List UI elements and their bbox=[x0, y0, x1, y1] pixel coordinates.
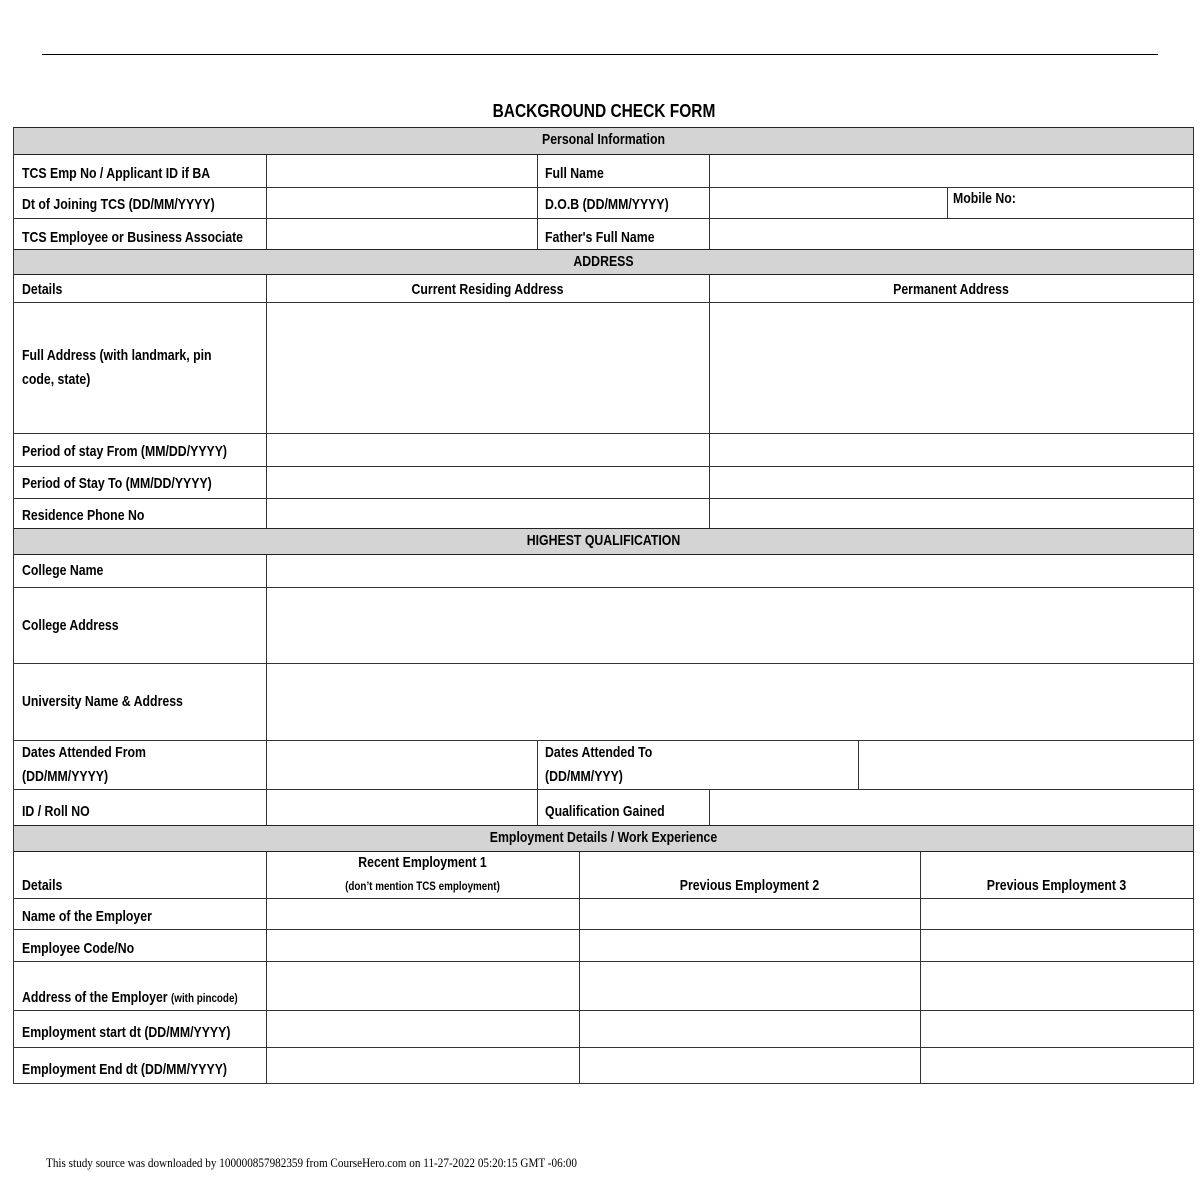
qualification-gained-label: Qualification Gained bbox=[545, 803, 665, 820]
emp1-note: (don’t mention TCS employment) bbox=[345, 879, 500, 893]
employment-end-label: Employment End dt (DD/MM/YYYY) bbox=[22, 1061, 228, 1078]
employer-address-label: Address of the Employer (with pincode) bbox=[22, 989, 238, 1006]
university-label: University Name & Address bbox=[22, 693, 183, 710]
emp2-employer-address-field[interactable] bbox=[580, 962, 920, 1010]
father-name-field[interactable] bbox=[710, 219, 1193, 249]
form-right-border bbox=[1193, 127, 1194, 1084]
full-name-field[interactable] bbox=[710, 156, 1193, 187]
roll-no-label: ID / Roll NO bbox=[22, 803, 90, 820]
col-divider bbox=[537, 740, 538, 825]
emp-no-field[interactable] bbox=[267, 156, 537, 187]
joining-date-label: Dt of Joining TCS (DD/MM/YYYY) bbox=[22, 196, 215, 213]
current-address-header: Current Residing Address bbox=[411, 281, 564, 298]
stay-to-label: Period of Stay To (MM/DD/YYYY) bbox=[22, 475, 212, 492]
emp-type-label: TCS Employee or Business Associate bbox=[22, 229, 244, 246]
university-field[interactable] bbox=[267, 664, 1193, 740]
col-divider bbox=[947, 187, 948, 218]
employee-code-label: Employee Code/No bbox=[22, 940, 135, 957]
emp3-start-date-field[interactable] bbox=[921, 1011, 1193, 1047]
dates-to-label: Dates Attended To bbox=[545, 744, 653, 761]
dates-to-field[interactable] bbox=[859, 741, 1193, 789]
row-divider bbox=[13, 187, 1194, 188]
dates-to-format: (DD/MM/YYY) bbox=[545, 768, 623, 785]
dates-from-field[interactable] bbox=[267, 741, 537, 789]
college-name-label: College Name bbox=[22, 562, 104, 579]
full-address-label-line2: code, state) bbox=[22, 371, 91, 388]
mobile-field[interactable] bbox=[1030, 188, 1193, 218]
permanent-stay-from-field[interactable] bbox=[710, 434, 1193, 466]
dob-label: D.O.B (DD/MM/YYYY) bbox=[545, 196, 669, 213]
permanent-address-header: Permanent Address bbox=[893, 281, 1009, 298]
qualification-gained-field[interactable] bbox=[710, 790, 1193, 825]
college-address-field[interactable] bbox=[267, 588, 1193, 663]
emp3-employer-address-field[interactable] bbox=[921, 962, 1193, 1010]
emp2-header: Previous Employment 2 bbox=[679, 877, 820, 894]
section-title-personal: Personal Information bbox=[541, 131, 666, 148]
form-left-border bbox=[13, 127, 14, 1084]
emp3-employer-name-field[interactable] bbox=[921, 899, 1193, 929]
emp2-start-date-field[interactable] bbox=[580, 1011, 920, 1047]
col-divider bbox=[537, 155, 538, 249]
section-title-employment: Employment Details / Work Experience bbox=[489, 829, 718, 846]
current-address-field[interactable] bbox=[267, 303, 709, 433]
section-title-address: ADDRESS bbox=[573, 253, 634, 270]
dates-from-label: Dates Attended From bbox=[22, 744, 146, 761]
roll-no-field[interactable] bbox=[267, 790, 537, 825]
current-phone-field[interactable] bbox=[267, 499, 709, 528]
emp3-header: Previous Employment 3 bbox=[986, 877, 1127, 894]
employer-name-label: Name of the Employer bbox=[22, 908, 152, 925]
employment-start-label: Employment start dt (DD/MM/YYYY) bbox=[22, 1024, 231, 1041]
employment-details-header: Details bbox=[22, 877, 63, 894]
emp-type-field[interactable] bbox=[267, 219, 537, 249]
full-address-label: Full Address (with landmark, pin bbox=[22, 347, 212, 364]
emp1-employer-name-field[interactable] bbox=[267, 899, 579, 929]
current-stay-to-field[interactable] bbox=[267, 467, 709, 498]
mobile-label: Mobile No: bbox=[953, 190, 1016, 207]
residence-phone-label: Residence Phone No bbox=[22, 507, 145, 524]
section-title-qualification: HIGHEST QUALIFICATION bbox=[526, 532, 681, 549]
dates-from-format: (DD/MM/YYYY) bbox=[22, 768, 109, 785]
emp2-end-date-field[interactable] bbox=[580, 1048, 920, 1083]
row-divider bbox=[13, 1083, 1194, 1084]
emp1-employer-address-field[interactable] bbox=[267, 962, 579, 1010]
download-footer: This study source was downloaded by 100000857982359 from CourseHero.com on 11-27-2022 05:20:15 GMT -06:00 bbox=[46, 1155, 577, 1170]
permanent-phone-field[interactable] bbox=[710, 499, 1193, 528]
emp2-employee-code-field[interactable] bbox=[580, 930, 920, 961]
father-name-label: Father's Full Name bbox=[545, 229, 655, 246]
dob-field[interactable] bbox=[710, 188, 947, 218]
emp3-end-date-field[interactable] bbox=[921, 1048, 1193, 1083]
college-address-label: College Address bbox=[22, 617, 119, 634]
emp1-start-date-field[interactable] bbox=[267, 1011, 579, 1047]
permanent-stay-to-field[interactable] bbox=[710, 467, 1193, 498]
current-stay-from-field[interactable] bbox=[267, 434, 709, 466]
form-title: BACKGROUND CHECK FORM bbox=[492, 101, 716, 121]
full-name-label: Full Name bbox=[545, 165, 604, 182]
emp-no-label: TCS Emp No / Applicant ID if BA bbox=[22, 165, 211, 182]
address-details-header: Details bbox=[22, 281, 63, 298]
emp2-employer-name-field[interactable] bbox=[580, 899, 920, 929]
stay-from-label: Period of stay From (MM/DD/YYYY) bbox=[22, 443, 228, 460]
joining-date-field[interactable] bbox=[267, 188, 537, 218]
permanent-address-field[interactable] bbox=[710, 303, 1193, 433]
emp1-end-date-field[interactable] bbox=[267, 1048, 579, 1083]
college-name-field[interactable] bbox=[267, 556, 1193, 587]
emp3-employee-code-field[interactable] bbox=[921, 930, 1193, 961]
emp1-employee-code-field[interactable] bbox=[267, 930, 579, 961]
emp1-header: Recent Employment 1 bbox=[358, 854, 487, 871]
